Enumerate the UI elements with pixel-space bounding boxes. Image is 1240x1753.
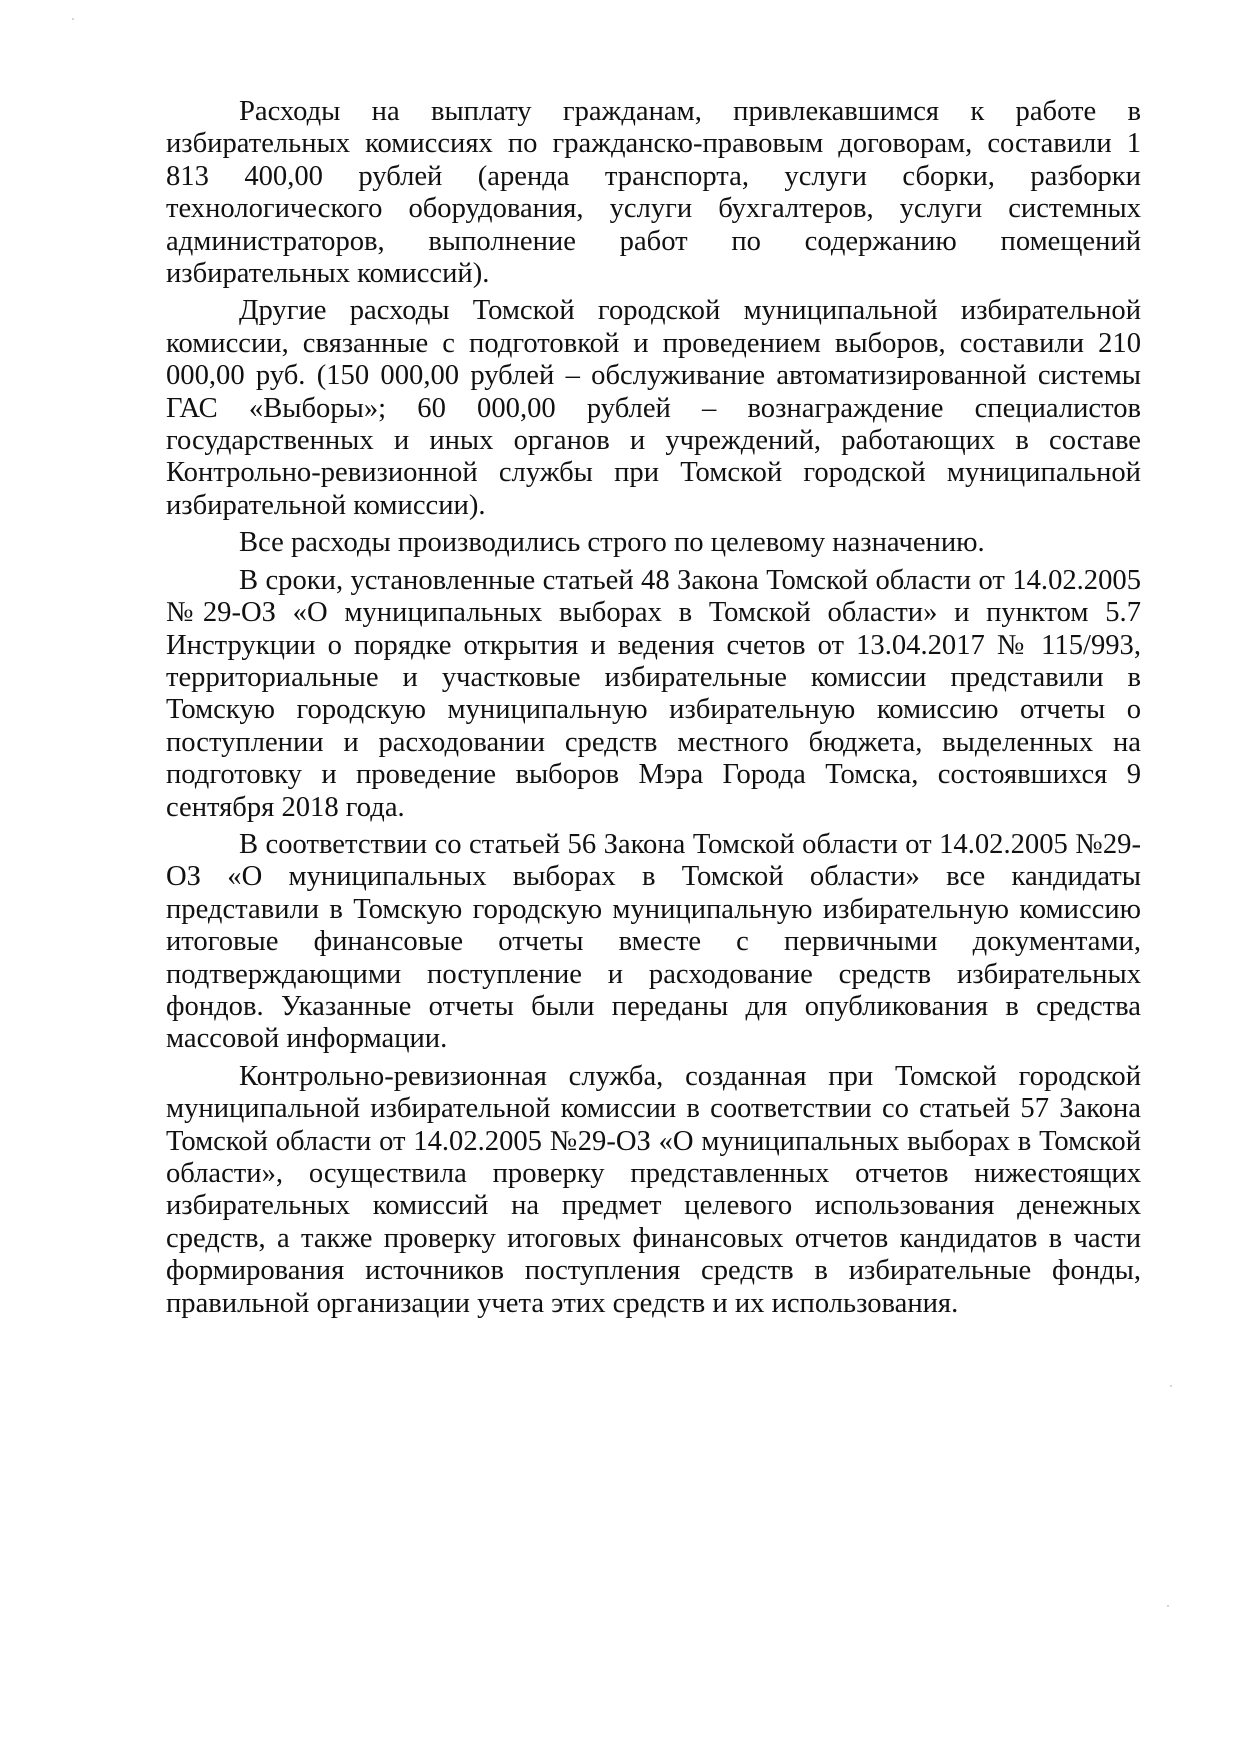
document-body (166, 96, 1141, 1325)
paragraph-candidate-reports: В соответствии со статьей 56 Закона Томской области от 14.02.2005 №29-ОЗ «О муниципальных выборах в Томской области» все кандидаты представили в Томскую городскую муниципальную избирательную комиссию итоговые финансовые отчеты вместе с первичными документами, подтверждающими поступление и расходование средств избирательных фондов. Указанные отчеты были переданы для опубликования в средства массовой информации. (166, 828, 1141, 1055)
paragraph-audit-service: Контрольно-ревизионная служба, созданная при Томской городской муниципальной избирательной комиссии в соответствии со статьей 57 Закона Томской области от 14.02.2005 №29-ОЗ «О муниципальных выборах в Томской области», осуществила проверку представленных отчетов нижестоящих избирательных комиссий на предмет целевого использования денежных средств, а также проверку итоговых финансовых отчетов кандидатов в части формирования источников поступления средств в избирательные фонды, правильной организации учета этих средств и их использования. (166, 1060, 1141, 1319)
scan-speck (1170, 1385, 1172, 1387)
scan-speck (1167, 1605, 1169, 1607)
paragraph-other-expenses: Другие расходы Томской городской муниципальной избирательной комиссии, связанные с подготовкой и проведением выборов, составили 210 000,00 руб. (150 000,00 рублей – обслуживание автоматизированной системы ГАС «Выборы»; 60 000,00 рублей – вознаграждение специалистов государственных и иных органов и учреждений, работающих в составе Контрольно-ревизионной службы при Томской городской муниципальной избирательной комиссии). (166, 295, 1141, 521)
scan-speck (72, 18, 74, 20)
paragraph-target-use: Все расходы производились строго по целевому назначению. (239, 527, 985, 559)
paragraph-civil-contract-expenses: Расходы на выплату гражданам, привлекавшимся к работе в избирательных комиссиях по гражданско-правовым договорам, составили 1 813 400,00 рублей (аренда транспорта, услуги сборки, разборки технологического оборудования, услуги бухгалтеров, услуги системных администраторов, выполнение работ по содержанию помещений избирательных комиссий). (166, 96, 1141, 290)
paragraph-commission-reports: В сроки, установленные статьей 48 Закона Томской области от 14.02.2005 №29-ОЗ «О муниципальных выборах в Томской области» и пунктом 5.7 Инструкции о порядке открытия и ведения счетов от 13.04.2017 № 115/993, территориальные и участковые избирательные комиссии представили в Томскую городскую муниципальную избирательную комиссию отчеты о поступлении и расходовании средств местного бюджета, выделенных на подготовку и проведение выборов Мэра Города Томска, состоявшихся 9 сентября 2018 года. (166, 564, 1141, 823)
